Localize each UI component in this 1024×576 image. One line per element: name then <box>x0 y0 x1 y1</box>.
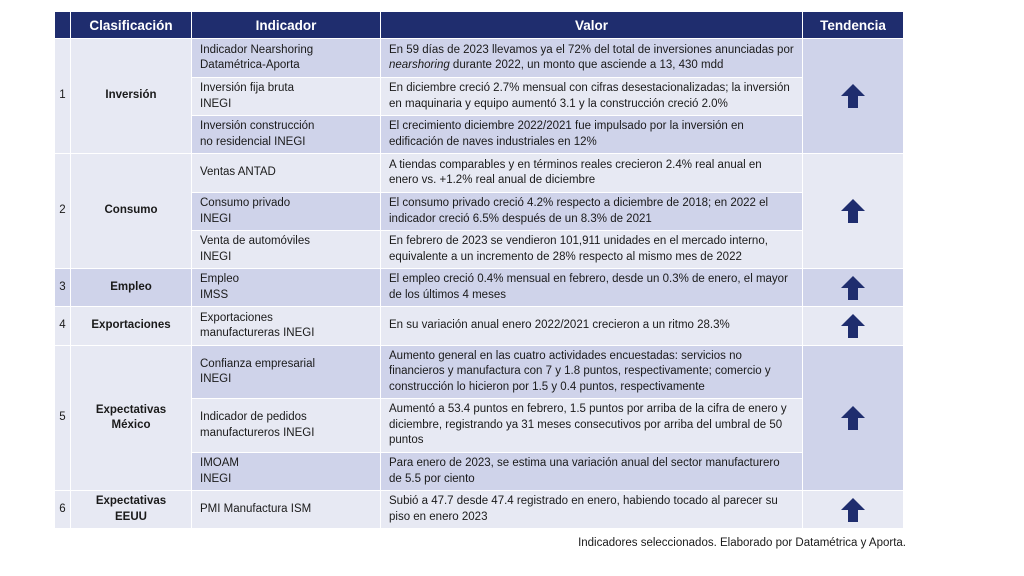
group-name: Inversión <box>71 39 192 154</box>
indicator-cell: Indicador Nearshoring Datamétrica-Aporta <box>192 39 381 78</box>
indicator-cell: Exportaciones manufactureras INEGI <box>192 307 381 346</box>
up-arrow-icon <box>840 405 866 431</box>
value-cell: El consumo privado creció 4.2% respecto a diciembre de 2018; en 2022 el indicador creció 6.5% después de un 8.3% de 2021 <box>381 193 803 231</box>
up-arrow-icon <box>840 198 866 224</box>
value-cell: Aumentó a 53.4 puntos en febrero, 1.5 puntos por arriba de la cifra de enero y diciembre, registrando ya 31 meses consecutivos por arriba del umbral de 50 puntos <box>381 399 803 453</box>
table-row <box>55 346 904 399</box>
table-row <box>55 39 904 78</box>
value-cell: En febrero de 2023 se vendieron 101,911 unidades en el mercado interno, equivalente a un incremento de 28% respecto al mismo mes de 2022 <box>381 231 803 269</box>
up-arrow-icon <box>840 313 866 339</box>
indicator-cell: Ventas ANTAD <box>192 154 381 193</box>
header-tendencia: Tendencia <box>803 12 904 39</box>
header-valor: Valor <box>381 12 803 39</box>
trend-cell <box>803 307 904 346</box>
indicators-table <box>54 11 904 529</box>
header-clasificacion: Clasificación <box>71 12 192 39</box>
up-arrow-icon <box>840 275 866 301</box>
group-number: 5 <box>55 346 71 491</box>
indicator-cell: Inversión construcción no residencial INEGI <box>192 116 381 154</box>
value-cell: Aumento general en las cuatro actividades encuestadas: servicios no financieros y manufactura con 7 y 1.8 puntos, respectivamente; comercio y construcción lo hicieron por 1.5 y 0.4 puntos, respectivamente <box>381 346 803 399</box>
group-name: Expectativas México <box>71 346 192 491</box>
trend-cell <box>803 269 904 307</box>
group-name: Exportaciones <box>71 307 192 346</box>
value-cell: En diciembre creció 2.7% mensual con cifras desestacionalizadas; la inversión en maquinaria y equipo aumentó 3.1 y la construcción creció 2.0% <box>381 78 803 116</box>
value-cell: Subió a 47.7 desde 47.4 registrado en enero, habiendo tocado al parecer su piso en enero 2023 <box>381 491 803 529</box>
table-row <box>55 307 904 346</box>
indicator-cell: Confianza empresarial INEGI <box>192 346 381 399</box>
header-indicador: Indicador <box>192 12 381 39</box>
group-number: 1 <box>55 39 71 154</box>
indicator-cell: Venta de automóviles INEGI <box>192 231 381 269</box>
group-number: 2 <box>55 154 71 269</box>
indicator-cell: PMI Manufactura ISM <box>192 491 381 529</box>
table-row <box>55 491 904 529</box>
group-name: Consumo <box>71 154 192 269</box>
trend-cell <box>803 39 904 154</box>
indicator-cell: Empleo IMSS <box>192 269 381 307</box>
table-row <box>55 269 904 307</box>
header-number-blank <box>55 12 71 39</box>
table-row <box>55 154 904 193</box>
indicator-cell: Consumo privado INEGI <box>192 193 381 231</box>
value-cell: Para enero de 2023, se estima una variación anual del sector manufacturero de 5.5 por ciento <box>381 453 803 491</box>
indicator-cell: Indicador de pedidos manufactureros INEGI <box>192 399 381 453</box>
group-number: 6 <box>55 491 71 529</box>
footer-note: Indicadores seleccionados. Elaborado por Datamétrica y Aporta. <box>578 537 906 549</box>
trend-cell <box>803 154 904 269</box>
indicator-cell: IMOAM INEGI <box>192 453 381 491</box>
value-cell: El empleo creció 0.4% mensual en febrero, desde un 0.3% de enero, el mayor de los últimos 4 meses <box>381 269 803 307</box>
up-arrow-icon <box>840 83 866 109</box>
group-name: Expectativas EEUU <box>71 491 192 529</box>
indicator-cell: Inversión fija bruta INEGI <box>192 78 381 116</box>
group-name: Empleo <box>71 269 192 307</box>
header-row <box>55 12 904 39</box>
group-number: 4 <box>55 307 71 346</box>
value-cell: En 59 días de 2023 llevamos ya el 72% del total de inversiones anunciadas por nearshoring durante 2022, un monto que asciende a 13, 430 mdd <box>381 39 803 78</box>
group-number: 3 <box>55 269 71 307</box>
value-cell: El crecimiento diciembre 2022/2021 fue impulsado por la inversión en edificación de naves industriales en 12% <box>381 116 803 154</box>
trend-cell <box>803 491 904 529</box>
up-arrow-icon <box>840 497 866 523</box>
value-cell: En su variación anual enero 2022/2021 crecieron a un ritmo 28.3% <box>381 307 803 346</box>
value-cell: A tiendas comparables y en términos reales crecieron 2.4% real anual en enero vs. +1.2% real anual de diciembre <box>381 154 803 193</box>
trend-cell <box>803 346 904 491</box>
